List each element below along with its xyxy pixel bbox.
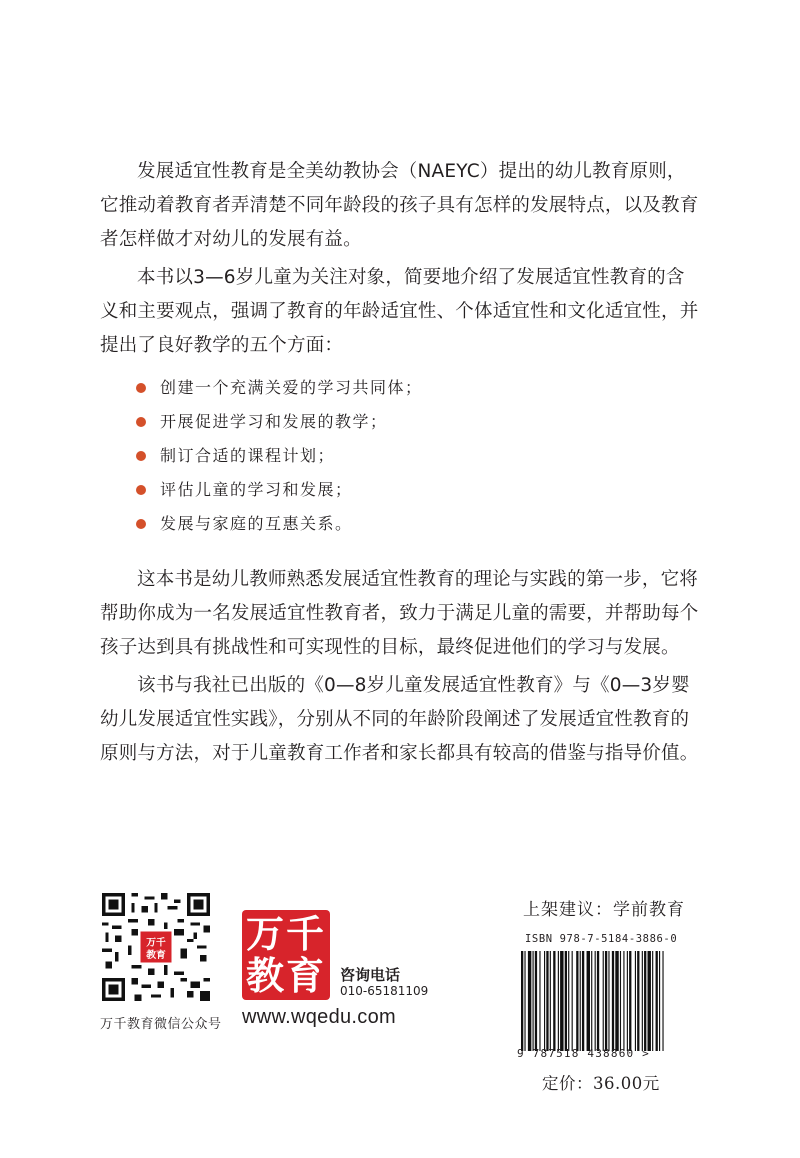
barcode-bar <box>642 951 643 1051</box>
aspects-list <box>134 371 700 541</box>
list-item-text: 评估儿童的学习和发展； <box>160 480 353 499</box>
wechat-qr-block <box>100 893 230 1032</box>
barcode-bar <box>608 951 609 1051</box>
barcode-digits: 9 787518 438860 > <box>517 1047 650 1060</box>
svg-text:教育: 教育 <box>146 949 166 961</box>
barcode-bar <box>587 951 590 1051</box>
barcode-bar <box>623 951 624 1051</box>
list-item-text: 开展促进学习和发展的教学； <box>160 412 388 431</box>
barcode-bar <box>591 951 592 1051</box>
list-item-text: 制订合适的课程计划； <box>160 446 336 465</box>
bullet-dot-icon <box>136 383 146 393</box>
list-item <box>134 371 700 405</box>
barcode-bar <box>595 951 596 1051</box>
barcode-bar <box>662 951 663 1051</box>
shelf-suggestion: 上架建议：学前教育 <box>523 900 685 920</box>
barcode-bar <box>568 951 569 1051</box>
list-item <box>134 473 700 507</box>
description-paragraph-4: 该书与我社已出版的《0—8岁儿童发展适宜性教育》与《0—3岁婴幼儿发展适宜性实践》，分别从不同的年龄阶段阐述了发展适宜性教育的原则与方法，对于儿童教育工作者和家长都具有较高的借鉴与指导价值。 <box>100 675 699 764</box>
barcode-bar <box>550 951 551 1051</box>
logo-line-1: 万千 <box>246 912 327 956</box>
book-price: 定价：36.00元 <box>542 1074 660 1093</box>
barcode-bar <box>560 951 563 1051</box>
list-item <box>134 439 700 473</box>
book-description <box>100 155 700 775</box>
list-item <box>134 405 700 439</box>
barcode-icon <box>517 951 713 1051</box>
bullet-dot-icon <box>136 485 146 495</box>
barcode-bar <box>565 951 567 1051</box>
description-paragraph-1: 发展适宜性教育是全美幼教协会（NAEYC）提出的幼儿教育原则，它推动着教育者弄清楚不同年龄段的孩子具有怎样的发展特点，以及教育者怎样做才对幼儿的发展有益。 <box>100 161 699 250</box>
barcode-bar <box>553 951 555 1051</box>
publisher-website: www.wqedu.com <box>242 1006 396 1028</box>
barcode-bar <box>620 951 621 1051</box>
barcode-bar <box>539 951 540 1051</box>
barcode-bar <box>644 951 646 1051</box>
barcode-bar <box>580 951 581 1051</box>
publisher-logo <box>242 910 330 1000</box>
barcode-bar <box>521 951 523 1051</box>
bullet-dot-icon <box>136 451 146 461</box>
list-item-text: 发展与家庭的互惠关系。 <box>160 514 353 533</box>
barcode-bar <box>582 951 584 1051</box>
publisher-logo-block <box>242 910 432 1030</box>
barcode-bar <box>627 951 628 1051</box>
barcode-bar <box>659 951 660 1051</box>
description-paragraph-2: 本书以3—6岁儿童为关注对象，简要地介绍了发展适宜性教育的含义和主要观点，强调了教育的年龄适宜性、个体适宜性和文化适宜性，并提出了良好教学的五个方面： <box>100 267 699 356</box>
barcode-bar <box>605 951 607 1051</box>
barcode-bar <box>629 951 631 1051</box>
barcode-bar <box>524 951 525 1051</box>
bullet-dot-icon <box>136 417 146 427</box>
logo-line-2: 教育 <box>246 954 327 998</box>
barcode-bar <box>535 951 537 1051</box>
barcode-bar <box>544 951 545 1051</box>
barcode-bar <box>612 951 614 1051</box>
barcode-bar <box>656 951 658 1051</box>
barcode-bar <box>637 951 639 1051</box>
consult-phone: 010-65181109 <box>340 984 429 998</box>
barcode-bar <box>558 951 559 1051</box>
barcode-bar <box>615 951 618 1051</box>
qr-caption: 万千教育微信公众号 <box>100 1017 222 1032</box>
qr-code-icon <box>102 893 210 1001</box>
list-item <box>134 507 700 541</box>
list-item-text: 创建一个充满关爱的学习共同体； <box>160 378 423 397</box>
barcode-bar <box>648 951 651 1051</box>
barcode-bar <box>546 951 548 1051</box>
consult-title: 咨询电话 <box>340 966 401 984</box>
svg-text:万千: 万千 <box>146 937 166 949</box>
barcode-block <box>505 895 715 1105</box>
barcode-bar <box>597 951 599 1051</box>
isbn-text: ISBN 978-7-5184-3886-0 <box>525 933 678 945</box>
barcode-bar <box>603 951 604 1051</box>
barcode-bar <box>652 951 653 1051</box>
description-paragraph-3: 这本书是幼儿教师熟悉发展适宜性教育的理论与实践的第一步，它将帮助你成为一名发展适宜性教育者，致力于满足儿童的需要，并帮助每个孩子达到具有挑战性和可实现性的目标，最终促进他们的学习与发展。 <box>100 569 699 658</box>
barcode-bar <box>533 951 534 1051</box>
bullet-dot-icon <box>136 519 146 529</box>
barcode-bar <box>635 951 636 1051</box>
barcode-bar <box>528 951 531 1051</box>
barcode-bar <box>576 951 578 1051</box>
barcode-bar <box>572 951 573 1051</box>
